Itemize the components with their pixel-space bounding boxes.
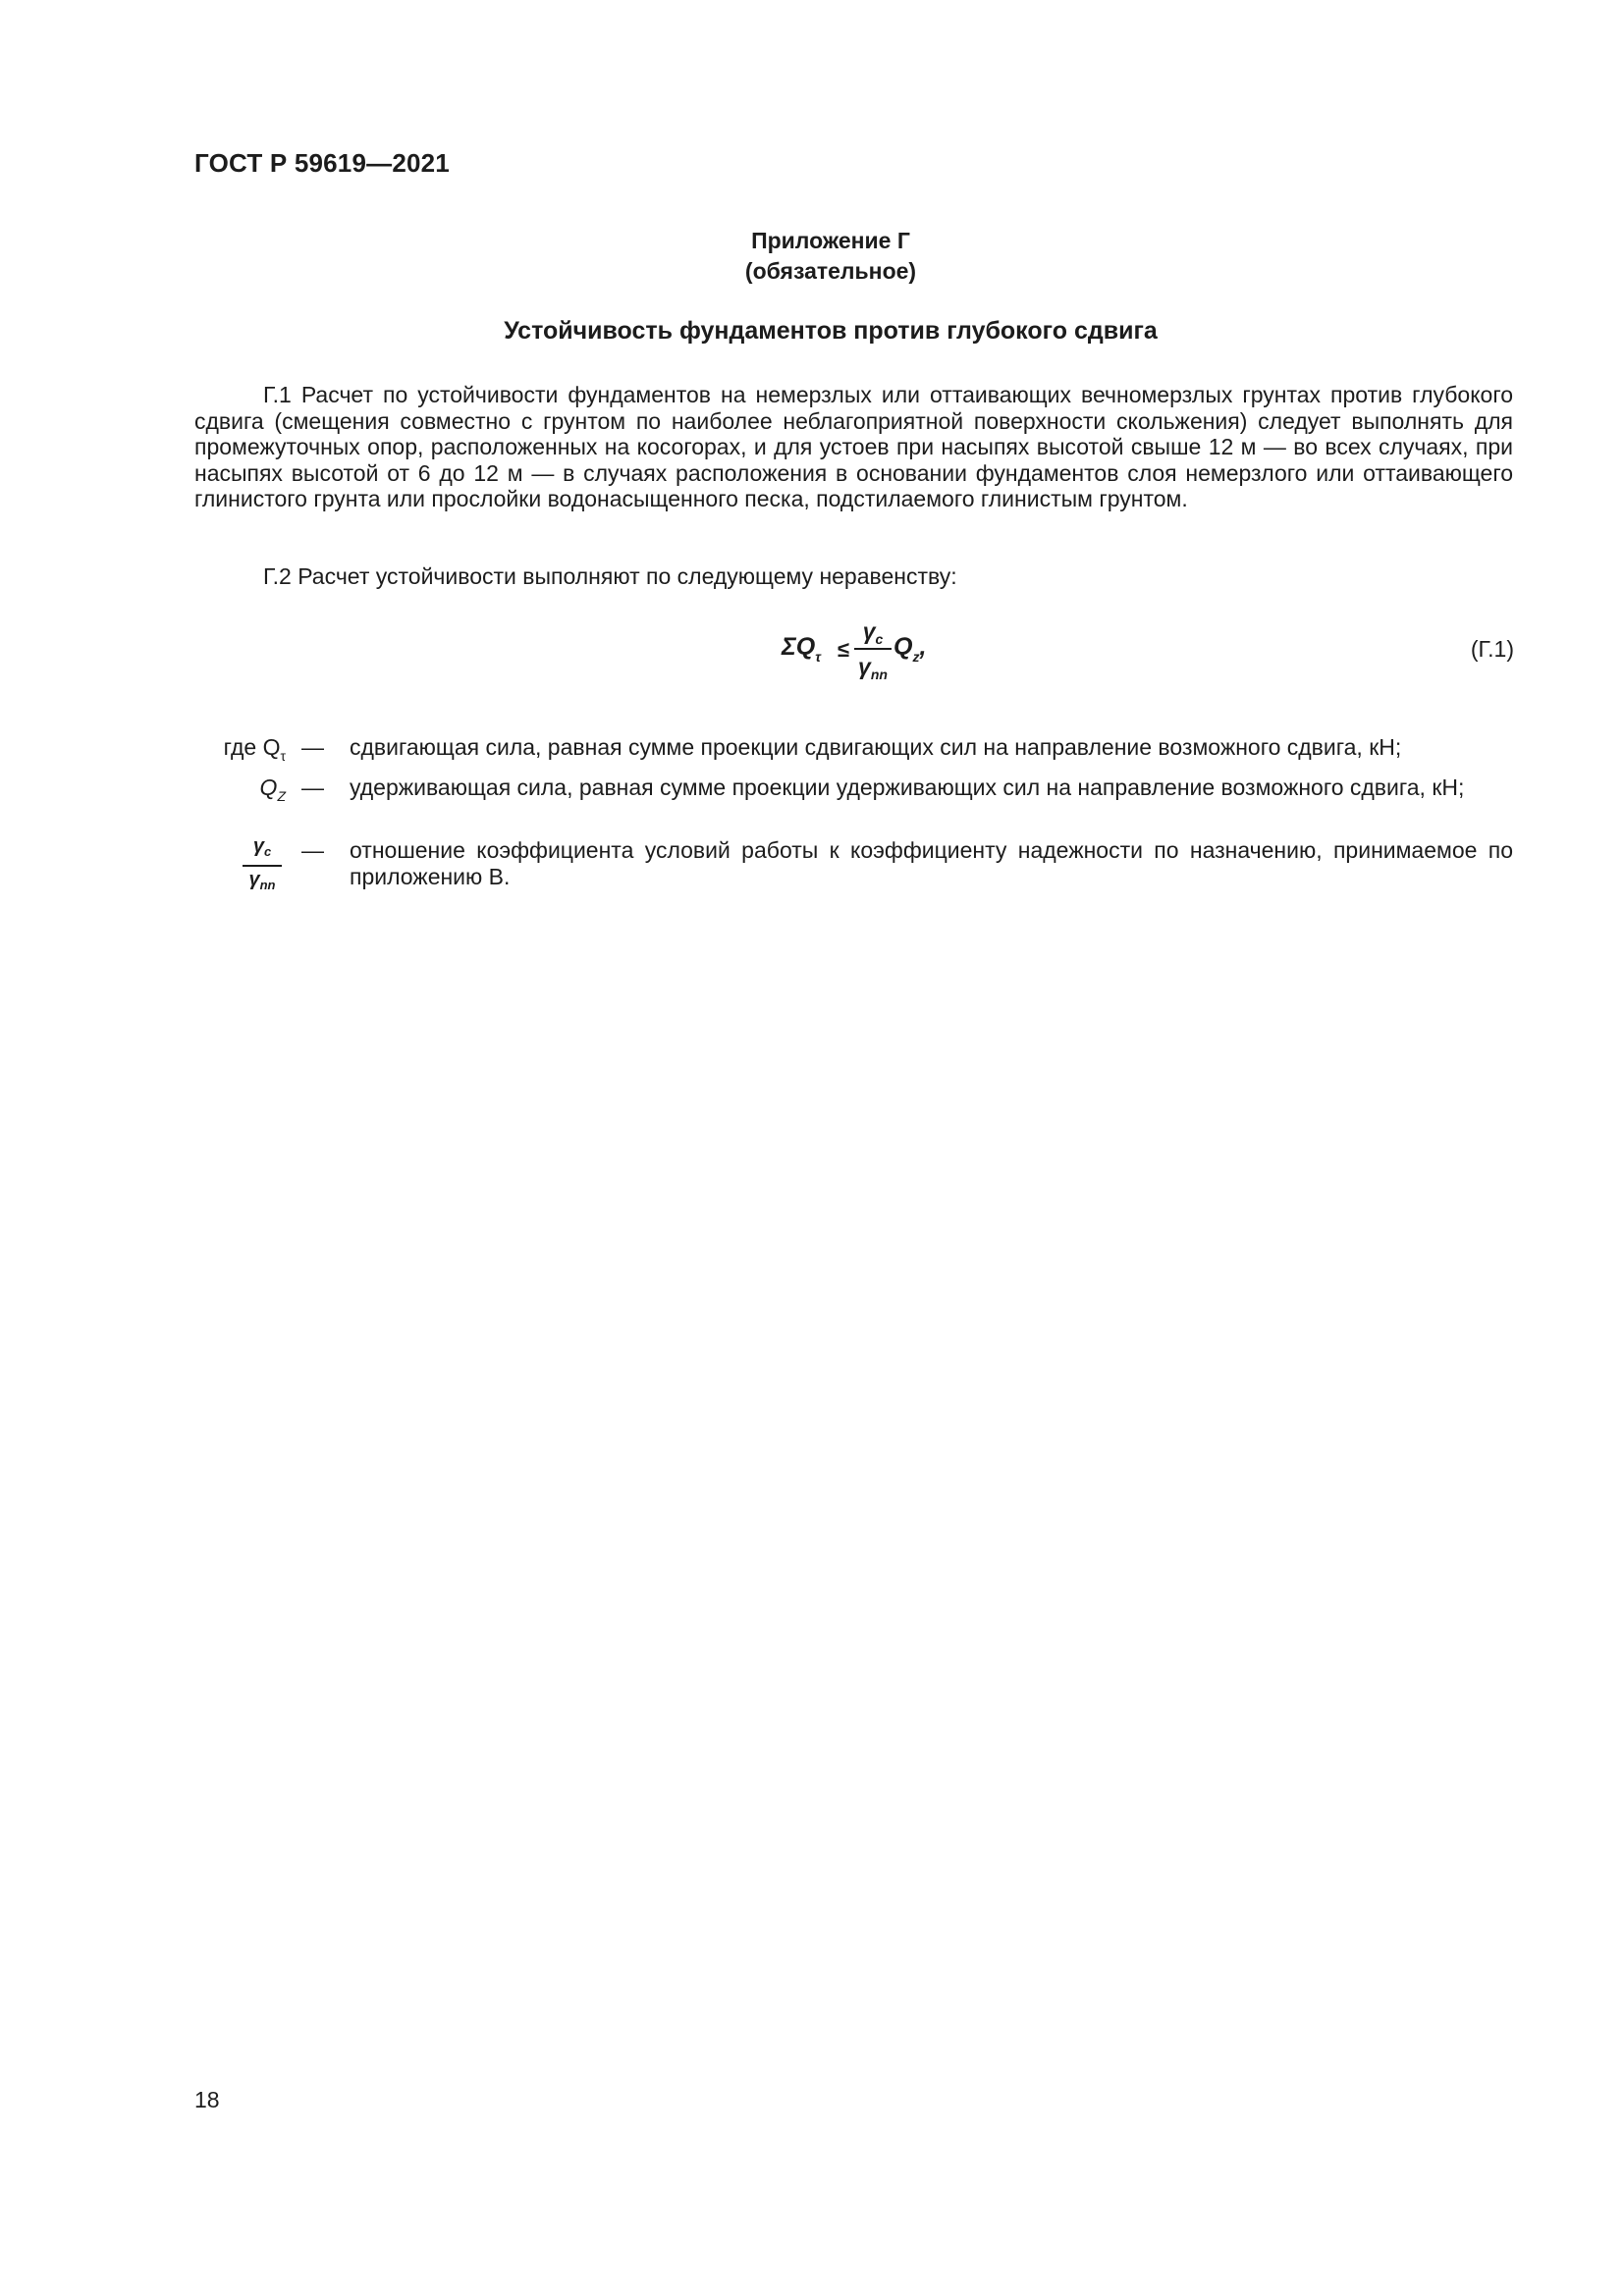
definition-term: $Q_Z$ xyxy=(259,774,286,804)
equation-number: (Г.1) xyxy=(1470,636,1514,662)
ratio-bar xyxy=(243,865,282,867)
fraction-numerator: $\gamma_c$ xyxy=(862,618,884,647)
paragraph-g2: Г.2 Расчет устойчивости выполняют по следующему неравенству: xyxy=(263,563,957,589)
definition-dash: — xyxy=(301,837,324,863)
annex-status: (обязательное) xyxy=(744,258,917,284)
formula-fraction xyxy=(854,614,892,683)
page-number: 18 xyxy=(194,2087,220,2112)
definition-dash: — xyxy=(301,774,324,800)
definition-term: где $Q_\tau$ xyxy=(223,734,286,764)
annex-title xyxy=(0,317,1624,346)
paragraph-g1: Г.1 Расчет по устойчивости фундаментов на немерзлых или оттаивающих вечномерзлых грунтах против глубокого сдвига (смещения совместно с грунтом по наиболее неблагоприятной поверхности скольжения) следует выполнять для промежуточных опор, расположенных на косогорах, и для устоев при насыпях высотой свыше 12 м — во всех случаях, при насыпях высотой от 6 до 12 м — в случаях расположения в основании фундаментов слоя немерзлого или оттаивающего глинистого грунта или прослойки водонасыщенного песка, подстилаемого глинистым грунтом. xyxy=(194,382,1513,511)
ratio-numerator: $\gamma_c$ xyxy=(252,835,272,859)
definition-dash: — xyxy=(301,734,324,760)
annex-title-text: Устойчивость фундаментов против глубокого сдвига xyxy=(504,317,1158,345)
definition-text: удерживающая сила, равная сумме проекции удерживающих сил на направление возможного сдвига, кН; xyxy=(350,774,1465,800)
formula-lhs: $\Sigma Q_\tau$ xyxy=(782,633,821,665)
definition-text: отношение коэффициента условий работы к коэффициенту надежности по назначению, принимаемое по приложению В. xyxy=(350,837,1513,889)
definition-ratio-term xyxy=(243,833,282,898)
formula-relation: ≤ xyxy=(838,637,850,662)
formula-g1 xyxy=(782,614,948,695)
annex-label: Приложение Г xyxy=(751,228,910,253)
fraction-denominator: $\gamma_{nn}$ xyxy=(858,654,888,682)
ratio-denominator: $\gamma_{nn}$ xyxy=(248,869,276,892)
definition-text: сдвигающая сила, равная сумме проекции сдвигающих сил на направление возможного сдвига, кН; xyxy=(350,734,1402,760)
document-code: ГОСТ Р 59619—2021 xyxy=(194,148,450,178)
formula-rhs: $Q_z$, xyxy=(893,633,927,665)
annex-heading xyxy=(0,226,1624,287)
